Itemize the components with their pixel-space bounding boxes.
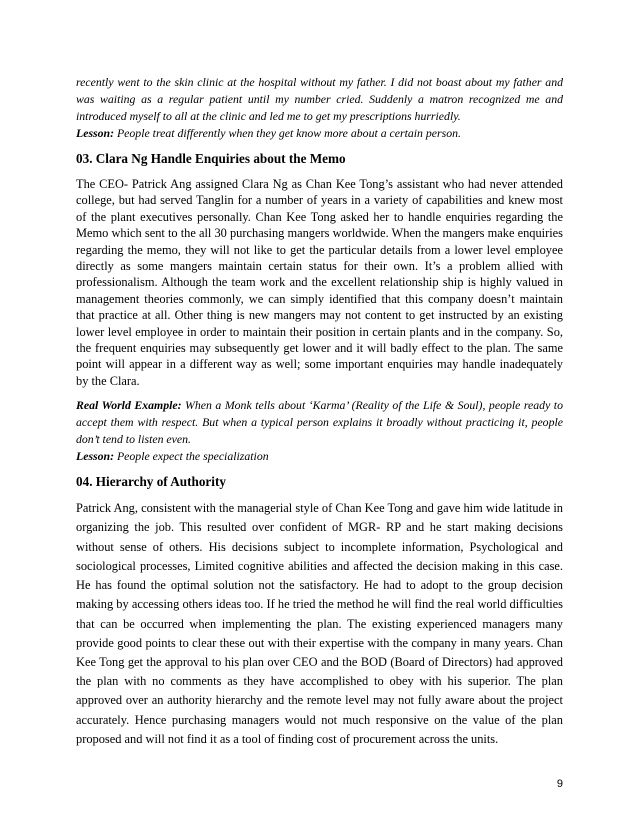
lesson-text: People treat differently when they get know more about a certain person. xyxy=(114,126,461,140)
page-number: 9 xyxy=(556,778,563,790)
document-page xyxy=(76,74,563,749)
lesson-label: Lesson: xyxy=(76,449,115,464)
real-world-example xyxy=(76,397,563,448)
section-heading-04: 04. Hierarchy of Authority xyxy=(76,474,226,490)
example-text: When a Monk tells about ‘Karma’ (Reality of the Life & Soul), people ready to accept them with respect. But when a typical person explains it broadly without practicing it, people don’t tend to listen even. xyxy=(76,398,563,447)
section-heading-03: 03. Clara Ng Handle Enquiries about the Memo xyxy=(76,151,346,166)
section-03-lesson xyxy=(76,448,563,465)
lesson-label: Lesson: xyxy=(76,126,115,140)
section-03-paragraph: The CEO- Patrick Ang assigned Clara Ng as Chan Kee Tong’s assistant who had never attended college, but had served Tanglin for a number of years in a variety of capabilities and knew most of the plant executives personally. Chan Kee Tong asked her to handle enquiries regarding the Memo which sent to the all 30 purchasing mangers worldwide. When the mangers make enquiries regarding the memo, they will not like to get the particular details from a lower level employee directly as some mangers maintain certain status for their own. It’s a problem allied with professionalism. Although the team work and the excellent relationship ship is highly valued in management theories commonly, we can simply identified that this company doesn’t maintain that practice at all. Other thing is new mangers may not content to get instructed by an existing lower level employee in order to maintain their position in certain plants and in the company. So, the frequent enquiries may subsequently get lower and it will badly effect to the plan. The same point will appear in a different way as well; some important enquiries may handle inadequately by the Clara. xyxy=(76,177,563,388)
intro-paragraph xyxy=(76,74,563,125)
intro-lesson xyxy=(76,125,563,142)
intro-text: recently went to the skin clinic at the hospital without my father. I did not boast about my father and was waiting as a regular patient until my number cried. Suddenly a matron recognized me and introduced myself to all at the clinic and led me to get my prescriptions hurriedly. xyxy=(76,75,563,123)
lesson-text: People expect the specialization xyxy=(114,449,269,464)
example-label: Real World Example: xyxy=(76,398,182,413)
section-04-paragraph: Patrick Ang, consistent with the managerial style of Chan Kee Tong and gave him wide latitude in organizing the job. This resulted over confident of MGR- RP and he start making decisions without sense of others. His decisions subject to incomplete information, Psychological and sociological processes, Limited cognitive abilities and affected the decision making in this case. He has found the optimal solution not the satisfactory. He had to adopt to the group decision making by accessing others ideas too. If he tried the method he will find the real world difficulties that can be occurred when implementing the plan. The existing experienced managers many provide good points to clear these out with their expertise with the company in many years. Chan Kee Tong get the approval to his plan over CEO and the BOD (Board of Directors) had approved the plan with no comments as they have accomplished to obey with his superior. The plan approved over an authority hierarchy and the remote level may not fully aware about the project accurately. Hence purchasing managers would not much responsive on the value of the plan proposed and will not find it as a tool of finding cost of procurement across the units. xyxy=(76,501,563,746)
